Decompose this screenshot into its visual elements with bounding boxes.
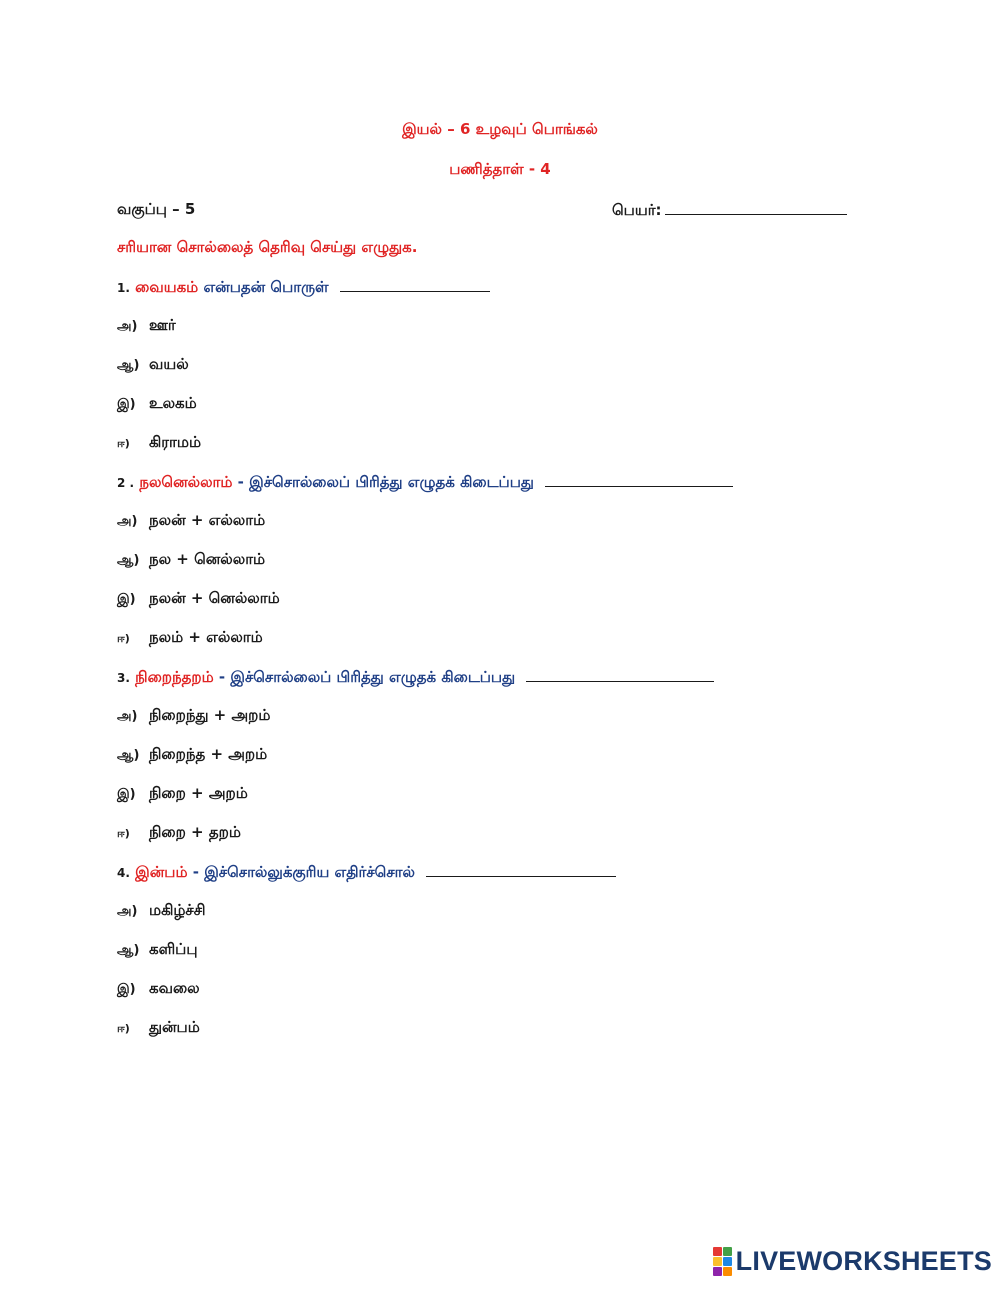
question-number: 2 . bbox=[117, 476, 135, 490]
option-4a[interactable] bbox=[117, 901, 205, 921]
option-label: இ) bbox=[117, 592, 136, 607]
option-2c[interactable] bbox=[117, 589, 280, 609]
option-text: நலன் + னெல்லாம் bbox=[149, 589, 280, 607]
option-text: கவலை bbox=[149, 979, 200, 997]
worksheet-title: இயல் – 6 உழவுப் பொங்கல் bbox=[402, 120, 598, 138]
option-label: அ) bbox=[117, 709, 138, 724]
option-label: இ) bbox=[117, 982, 136, 997]
option-3c[interactable] bbox=[117, 784, 248, 804]
question-2 bbox=[117, 472, 733, 493]
option-2b[interactable] bbox=[117, 550, 265, 570]
question-prompt: என்பதன் பொருள் bbox=[203, 278, 329, 296]
option-label: அ) bbox=[117, 904, 138, 919]
option-text: துன்பம் bbox=[149, 1018, 200, 1036]
option-label: ஈ) bbox=[117, 437, 130, 450]
question-number: 4. bbox=[117, 866, 130, 880]
question-prompt: - இச்சொல்லைப் பிரித்து எழுதக் கிடைப்பது bbox=[218, 668, 516, 686]
name-field bbox=[612, 200, 847, 221]
question-number: 1. bbox=[117, 281, 130, 295]
option-label: ஆ) bbox=[117, 943, 140, 958]
option-1b[interactable] bbox=[117, 355, 189, 375]
option-3a[interactable] bbox=[117, 706, 270, 726]
option-text: நிறை + தறம் bbox=[149, 823, 241, 841]
option-4b[interactable] bbox=[117, 940, 198, 960]
question-4 bbox=[117, 862, 616, 883]
option-text: களிப்பு bbox=[149, 940, 198, 958]
option-text: கிராமம் bbox=[149, 433, 202, 451]
option-label: இ) bbox=[117, 787, 136, 802]
option-text: நலன் + எல்லாம் bbox=[149, 511, 266, 529]
option-label: ஆ) bbox=[117, 358, 140, 373]
question-1 bbox=[117, 277, 490, 298]
name-label: பெயர்: bbox=[612, 201, 662, 219]
option-3d[interactable] bbox=[117, 823, 241, 843]
instruction: சரியான சொல்லைத் தெரிவு செய்து எழுதுக. bbox=[117, 238, 418, 256]
option-text: நலம் + எல்லாம் bbox=[149, 628, 263, 646]
answer-blank[interactable] bbox=[426, 862, 616, 877]
question-prompt: - இச்சொல்லைப் பிரித்து எழுதக் கிடைப்பது bbox=[237, 473, 534, 491]
option-label: ஈ) bbox=[117, 1022, 130, 1035]
question-keyword: நலனெல்லாம் bbox=[139, 473, 233, 491]
option-1c[interactable] bbox=[117, 394, 197, 414]
question-prompt: - இச்சொல்லுக்குரிய எதிர்ச்சொல் bbox=[192, 863, 415, 881]
answer-blank[interactable] bbox=[526, 667, 714, 682]
option-text: ஊர் bbox=[149, 316, 176, 334]
option-text: நிறைந்து + அறம் bbox=[149, 706, 271, 724]
option-text: நல + னெல்லாம் bbox=[149, 550, 266, 568]
option-4d[interactable] bbox=[117, 1018, 200, 1038]
class-label: வகுப்பு – 5 bbox=[117, 200, 196, 218]
option-2a[interactable] bbox=[117, 511, 265, 531]
question-keyword: இன்பம் bbox=[135, 863, 188, 881]
question-number: 3. bbox=[117, 671, 130, 685]
option-label: அ) bbox=[117, 514, 138, 529]
question-keyword: வையகம் bbox=[135, 278, 199, 296]
option-label: அ) bbox=[117, 319, 138, 334]
question-3 bbox=[117, 667, 714, 688]
option-2d[interactable] bbox=[117, 628, 263, 648]
option-text: வயல் bbox=[149, 355, 189, 373]
option-text: மகிழ்ச்சி bbox=[149, 901, 206, 919]
option-label: ஈ) bbox=[117, 827, 130, 840]
liveworksheets-logo-text: LIVEWORKSHEETS bbox=[735, 1246, 992, 1276]
answer-blank[interactable] bbox=[340, 277, 490, 292]
worksheet-subtitle: பணித்தாள் - 4 bbox=[449, 160, 551, 178]
option-label: ஆ) bbox=[117, 748, 140, 763]
option-text: நிறைந்த + அறம் bbox=[149, 745, 268, 763]
name-blank[interactable] bbox=[665, 200, 847, 215]
question-keyword: நிறைந்தறம் bbox=[135, 668, 214, 686]
option-3b[interactable] bbox=[117, 745, 267, 765]
option-4c[interactable] bbox=[117, 979, 200, 999]
option-1a[interactable] bbox=[117, 316, 176, 336]
answer-blank[interactable] bbox=[545, 472, 733, 487]
option-1d[interactable] bbox=[117, 433, 201, 453]
option-text: நிறை + அறம் bbox=[149, 784, 248, 802]
option-label: ஈ) bbox=[117, 632, 130, 645]
liveworksheets-logo-icon bbox=[713, 1247, 732, 1276]
option-label: ஆ) bbox=[117, 553, 140, 568]
liveworksheets-logo bbox=[713, 1246, 992, 1277]
option-label: இ) bbox=[117, 397, 136, 412]
option-text: உலகம் bbox=[149, 394, 197, 412]
